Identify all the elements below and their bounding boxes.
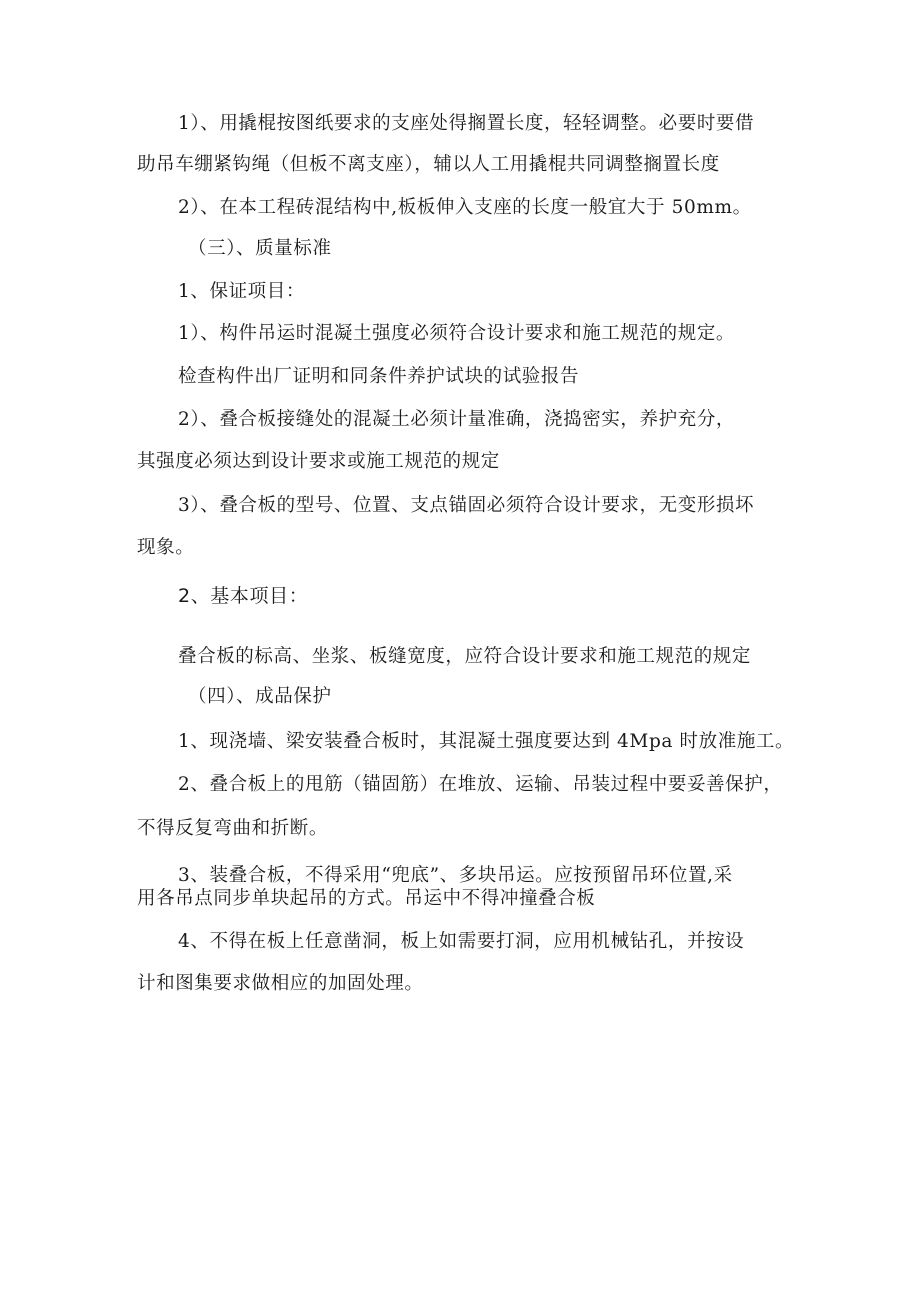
subsection-heading-basic-items: 2、基本项目： — [178, 585, 309, 607]
paragraph-line-19: 用各吊点同步单块起吊的方式。吊运中不得冲撞叠合板 — [137, 888, 596, 909]
subsection-heading-guarantee-items: 1、保证项目： — [178, 281, 305, 302]
paragraph-line-17: 不得反复弯曲和折断。 — [137, 818, 329, 839]
paragraph-line-11: 现象。 — [137, 537, 195, 558]
paragraph-line-8: 2）、叠合板接缝处的混凝土必须计量准确，浇捣密实，养护充分， — [178, 409, 736, 430]
paragraph-line-7: 检查构件出厂证明和同条件养护试块的试验报告 — [178, 366, 580, 387]
paragraph-line-10: 3）、叠合板的型号、位置、支点锚固必须符合设计要求，无变形损坏 — [178, 495, 755, 516]
paragraph-line-9: 其强度必须达到设计要求或施工规范的规定 — [137, 451, 500, 472]
paragraph-line-18: 3、装叠合板，不得采用“兜底”、多块吊运。应按预留吊环位置,采 — [178, 865, 733, 886]
paragraph-line-15: 1、现浇墙、梁安装叠合板时，其混凝土强度要达到 4Mpa 时放准施工。 — [178, 731, 795, 752]
section-heading-quality-standard: （三）、质量标准 — [188, 238, 332, 259]
paragraph-line-1: 1）、用撬棍按图纸要求的支座处得搁置长度，轻轻调整。必要时要借 — [178, 113, 755, 134]
paragraph-line-13: 叠合板的标高、坐浆、板缝宽度，应符合设计要求和施工规范的规定 — [178, 646, 752, 667]
paragraph-line-21: 计和图集要求做相应的加固处理。 — [137, 973, 424, 994]
paragraph-line-3: 2）、在本工程砖混结构中,板板伸入支座的长度一般宜大于 50mm。 — [178, 197, 752, 218]
paragraph-line-6: 1）、构件吊运时混凝土强度必须符合设计要求和施工规范的规定。 — [178, 323, 736, 344]
paragraph-line-20: 4、不得在板上任意凿洞，板上如需要打洞，应用机械钻孔，并按设 — [178, 931, 745, 952]
section-heading-product-protection: （四）、成品保护 — [188, 686, 332, 707]
paragraph-line-16: 2、叠合板上的甩筋（锚固筋）在堆放、运输、吊装过程中要妥善保护， — [178, 774, 783, 795]
paragraph-line-2: 助吊车绷紧钩绳（但板不离支座），辅以人工用撬棍共同调整搁置长度 — [137, 154, 720, 175]
